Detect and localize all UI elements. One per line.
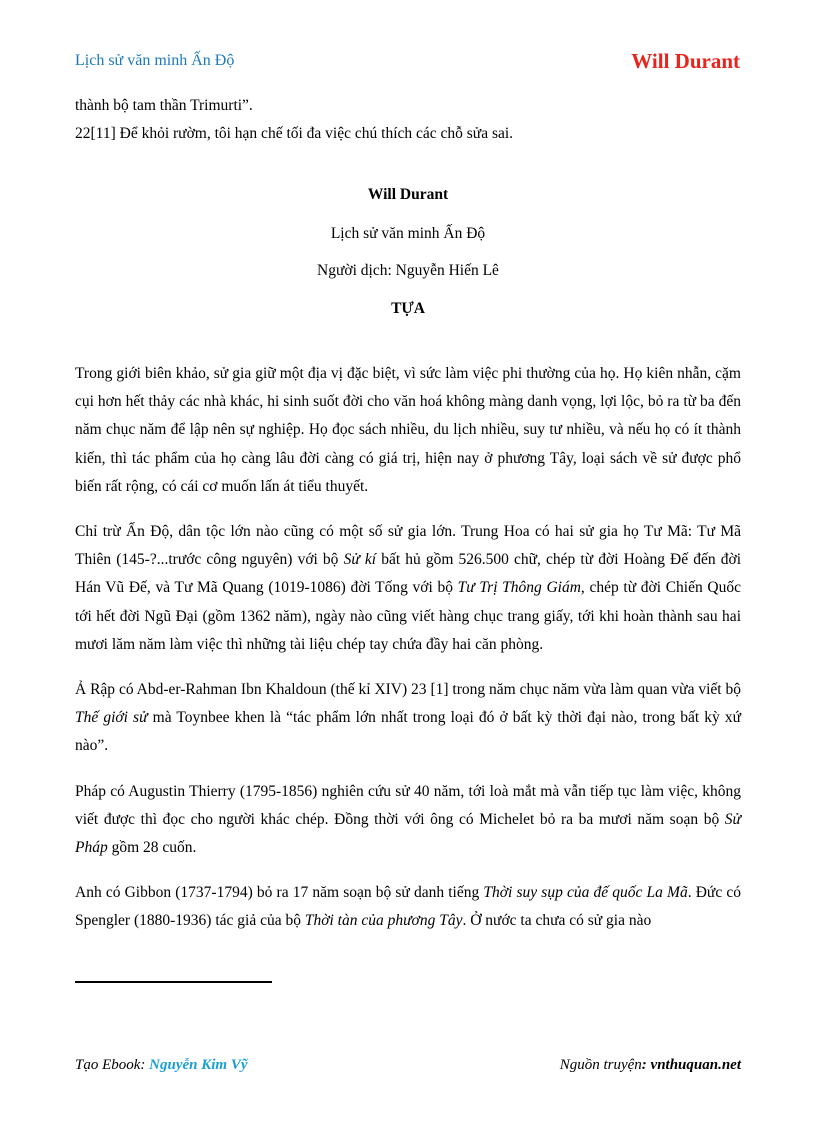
footer-separator: :	[140, 1057, 150, 1073]
paragraph-1	[75, 360, 741, 501]
italic-title: Sử Pháp	[75, 810, 741, 857]
title-book: Lịch sử văn minh Ấn Độ	[330, 225, 486, 242]
italic-title: Sử kí	[343, 551, 377, 569]
paragraph-3	[75, 676, 741, 761]
footnote-divider	[75, 981, 272, 983]
paragraph-text: , chép từ đời Chiến Quốc tới hết đời Ngũ Đại (gồm 1362 năm), ngày nào cũng viết hàng chục trang giấy, tới khi hoàn thành sau hai mươi lăm năm làm việc thì những tài liệu chép tay chứa đầy hai căn phòng.	[75, 579, 741, 653]
paragraph-text: bất hủ gồm 526.500 chữ, chép từ đời Hoàng Đế đến đời Hán Vũ Đế, và Tư Mã Quang (1019-1086) đời Tống với bộ	[75, 551, 742, 597]
header-author: Will Durant	[631, 49, 740, 73]
paragraph-text: Chỉ trừ Ấn Độ, dân tộc lớn nào cũng có một số sử gia lớn. Trung Hoa có hai sử gia họ Tư Mã: Tư Mã Thiên (145-?...trước công nguyên) với bộ	[75, 523, 741, 569]
footer-credit-name: Nguyễn Kim Vỹ	[149, 1057, 248, 1073]
paragraph-2	[75, 518, 741, 659]
italic-title: Thời suy sụp của đế quốc La Mã	[483, 884, 688, 902]
footer-separator: :	[641, 1057, 651, 1073]
italic-title: Tư Trị Thông Giám	[457, 579, 581, 597]
carryover-line: thành bộ tam thần Trimurti”.	[75, 97, 253, 114]
header-book-title: Lịch sử văn minh Ấn Độ	[75, 52, 235, 69]
footnote-line: 22[11] Để khỏi rườm, tôi hạn chế tối đa việc chú thích các chỗ sửa sai.	[75, 125, 514, 142]
footer-label: Nguồn truyện	[559, 1057, 642, 1073]
body-text	[75, 360, 741, 953]
footer-ebook-credit	[75, 1057, 248, 1074]
italic-title: Thế giới sử	[75, 709, 148, 727]
title-author: Will Durant	[367, 186, 449, 203]
paragraph-text: Ả Rập có Abd-er-Rahman Ibn Khaldoun (thế kỉ XIV) 23 [1] trong năm chục năm vừa làm quan vừa viết bộ	[75, 681, 741, 699]
paragraph-5	[75, 879, 741, 935]
section-heading: TỰA	[391, 300, 425, 317]
paragraph-text: gồm 28 cuốn.	[107, 839, 197, 857]
paragraph-text: Pháp có Augustin Thierry (1795-1856) nghiên cứu sử 40 năm, tới loà mắt mà vẫn tiếp tục làm việc, không viết được thì đọc cho người khác chép. Đồng thời với ông có Michelet bỏ ra ba mươi năm soạn bộ	[75, 782, 741, 828]
paragraph-4	[75, 778, 741, 863]
title-translator: Người dịch: Nguyễn Hiến Lê	[317, 262, 499, 279]
footer-label: Tạo Ebook	[75, 1057, 141, 1073]
paragraph-text: . Đức có Spengler (1880-1936) tác giả của bộ	[75, 884, 741, 930]
paragraph-text: mà Toynbee khen là “tác phẩm lớn nhất trong loại đó ở bất kỳ thời đại nào, trong bất kỳ xứ nào”.	[75, 709, 742, 755]
footer-site-link[interactable]: vnthuquan.net	[650, 1057, 741, 1073]
footer-source	[560, 1057, 741, 1074]
paragraph-text: . Ở nước ta chưa có sử gia nào	[462, 912, 652, 930]
paragraph-text: Trong giới biên khảo, sử gia giữ một địa vị đặc biệt, vì sức làm việc phi thường của họ. Họ kiên nhẫn, cặm cụi hơn hết thảy các nhà khác, hi sinh suốt đời cho văn hoá không màng danh vọng, lợi lộc, bỏ ra từ ba đến năm chục năm để lập nên sự nghiệp. Họ đọc sách nhiều, du lịch nhiều, suy tư nhiều, và nếu họ có ít thành kiến, thì tác phẩm của họ càng lâu đời càng có giá trị, hiện nay ở phương Tây, loại sách về sử được phổ biến rất rộng, có cái cơ muốn lấn át tiểu thuyết.	[75, 365, 741, 495]
carryover-text	[75, 92, 745, 148]
italic-title: Thời tàn của phương Tây	[304, 912, 463, 930]
paragraph-text: Anh có Gibbon (1737-1794) bỏ ra 17 năm soạn bộ sử danh tiếng	[75, 884, 484, 902]
